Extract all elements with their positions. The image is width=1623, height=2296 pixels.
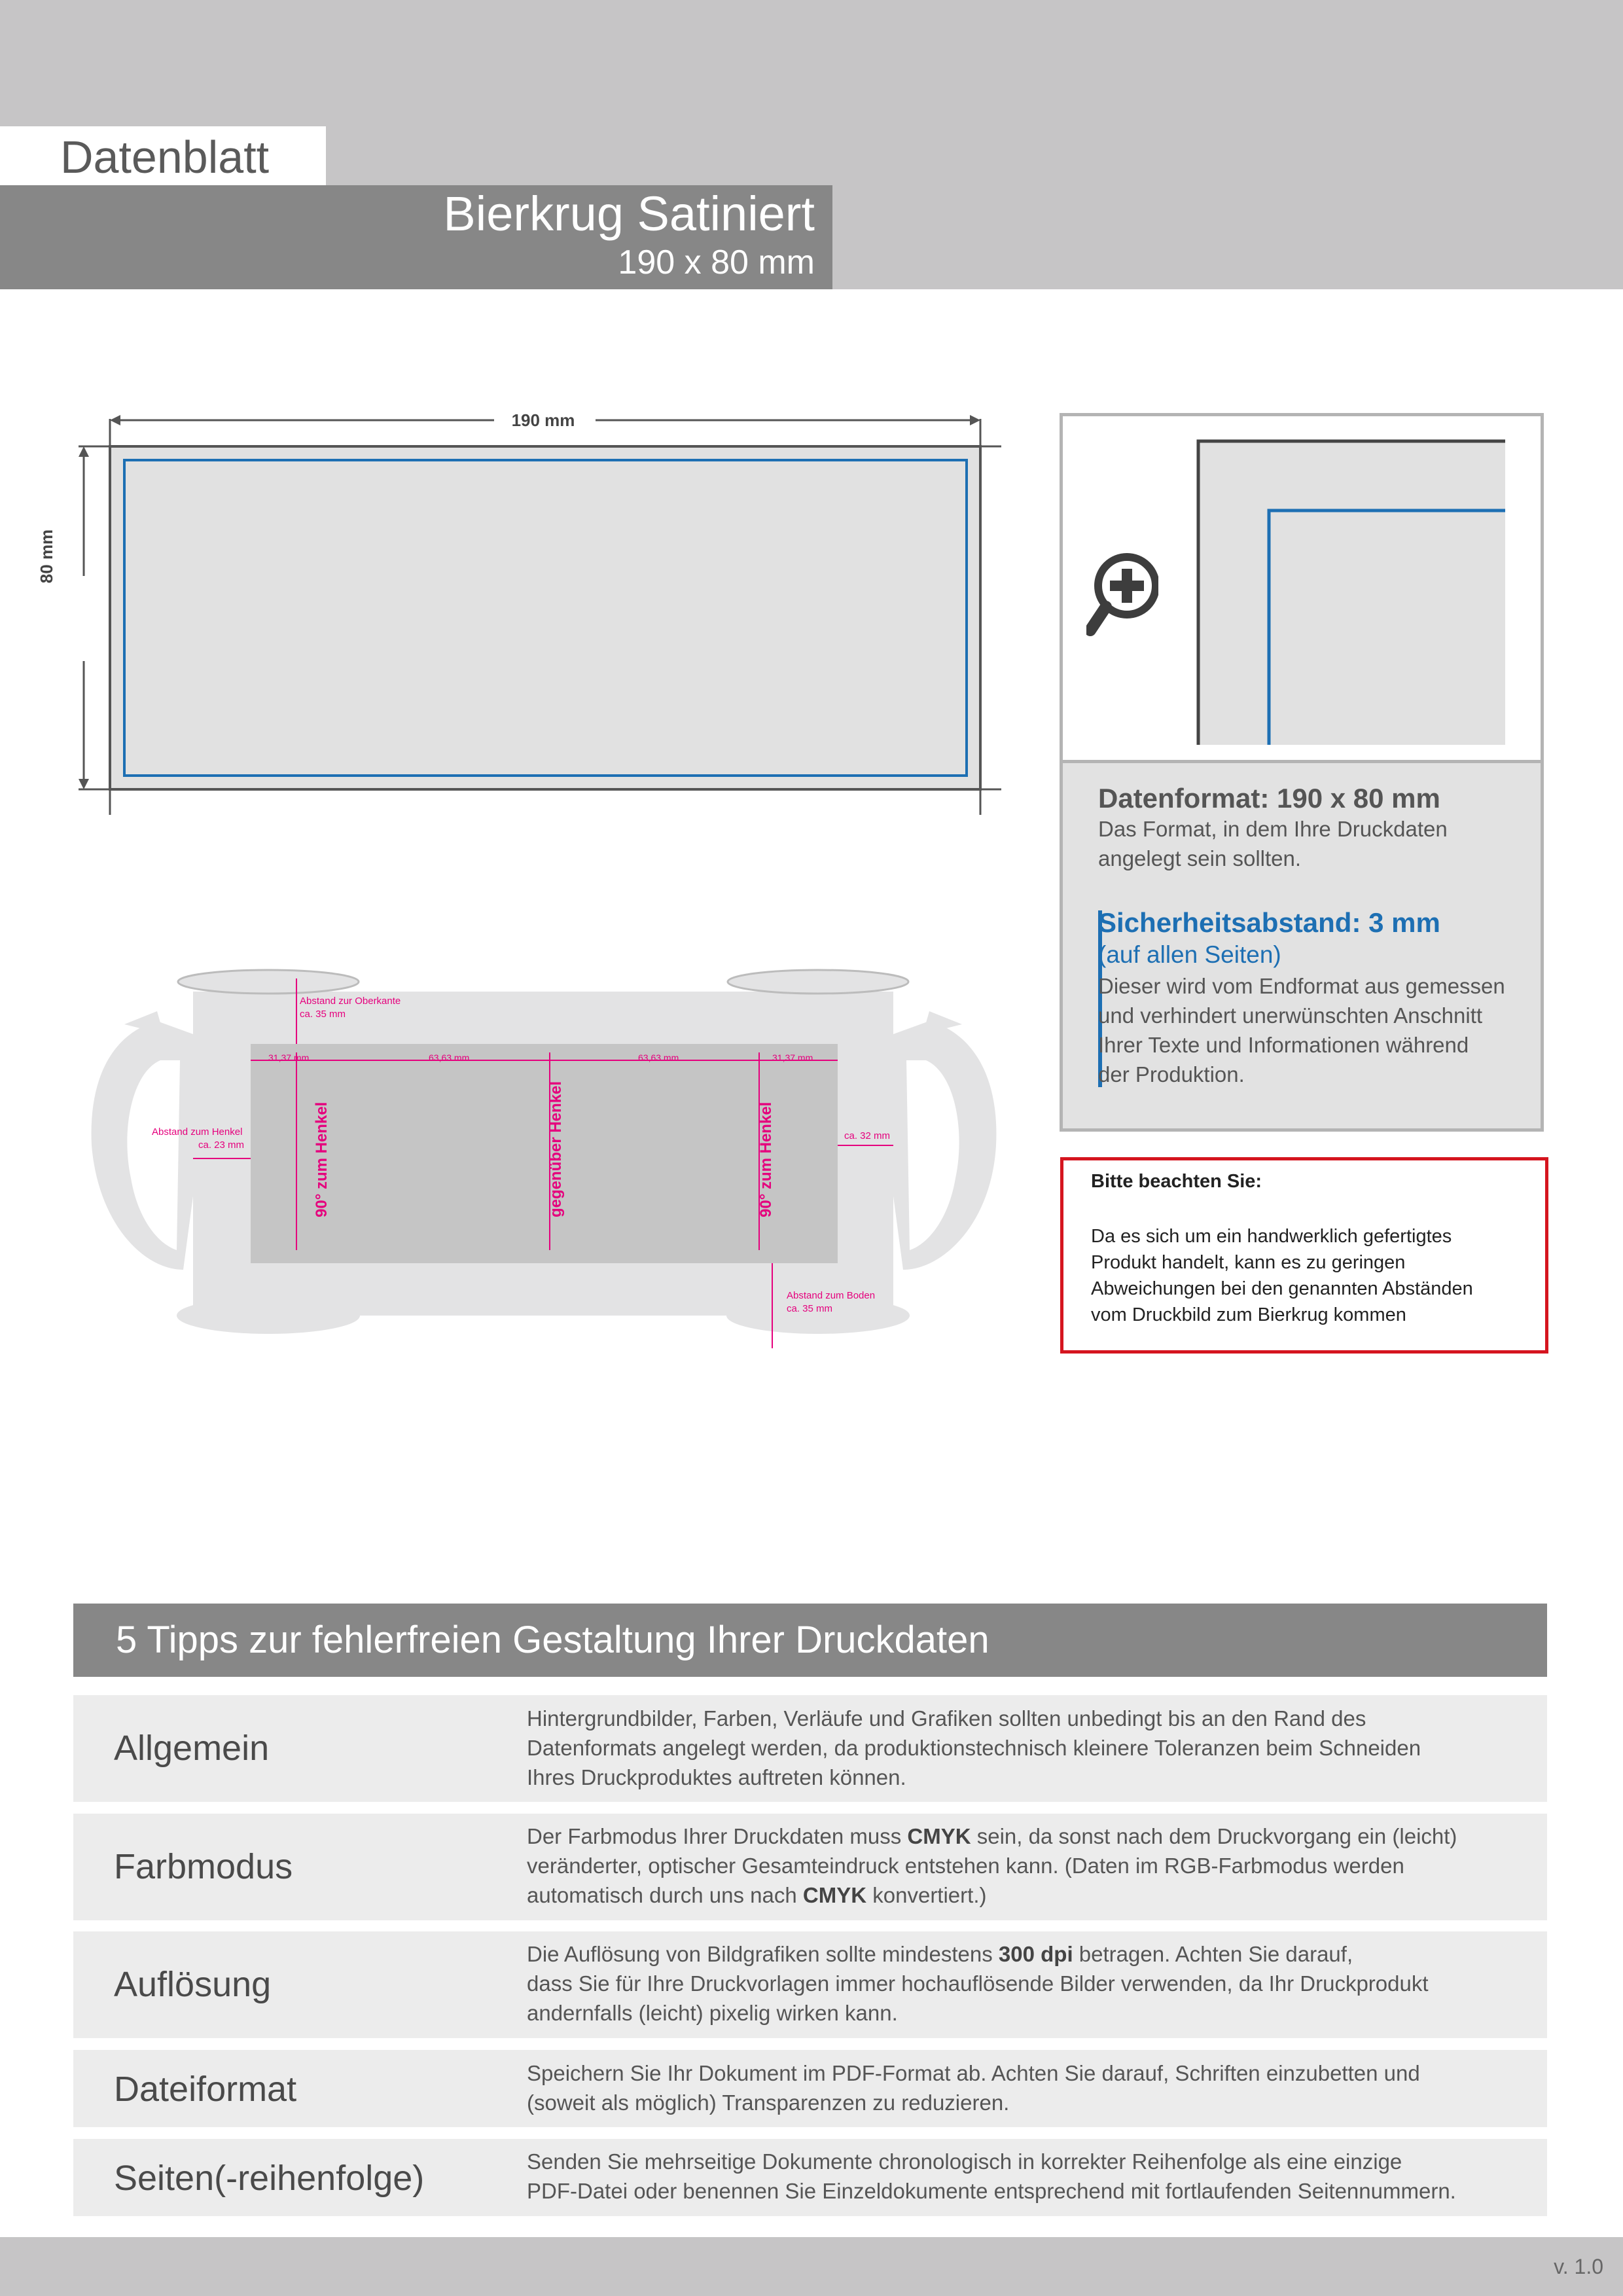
bottom-distance-label-2: ca. 35 mm <box>787 1303 833 1314</box>
tip-text-line: veränderter, optischer Gesamteindruck entstehen kann. (Daten im RGB-Farbmodus werden <box>527 1854 1404 1878</box>
format-diagram <box>65 399 1021 825</box>
right-distance-label: ca. 32 mm <box>844 1130 891 1141</box>
top-distance-label-1: Abstand zur Oberkante <box>300 996 401 1007</box>
tip-text-line: automatisch durch uns nach CMYK konvertiert.) <box>527 1883 987 1907</box>
safety-margin-line-4: der Produktion. <box>1098 1062 1245 1086</box>
tip-label-dateiformat: Dateiformat <box>114 2070 297 2109</box>
tip-text-line: PDF-Datei oder benennen Sie Einzeldokumente entsprechend mit fortlaufenden Seitennummern. <box>527 2179 1456 2203</box>
width-dimension-label: 190 mm <box>511 410 575 430</box>
final-format-rect <box>110 446 980 789</box>
top-distance-label-2: ca. 35 mm <box>300 1009 346 1020</box>
footer-band <box>0 2237 1623 2296</box>
segment-label-2: 63,63 mm <box>429 1052 470 1063</box>
segment-label-4: 31,37 mm <box>772 1052 813 1063</box>
tip-text-line: Senden Sie mehrseitige Dokumente chronologisch in korrekter Reihenfolge als eine einzige <box>527 2149 1402 2174</box>
marker-opposite-handle: gegenüber Henkel <box>547 1081 565 1217</box>
tip-label-aufloesung: Auflösung <box>114 1965 272 2004</box>
product-name: Bierkrug Satiniert <box>443 187 815 241</box>
marker-90-right: 90° zum Henkel <box>757 1102 775 1217</box>
tip-label-seiten: Seiten(-reihenfolge) <box>114 2159 425 2198</box>
tip-label-farbmodus: Farbmodus <box>114 1847 293 1886</box>
safety-margin-subheading: (auf allen Seiten) <box>1098 941 1281 968</box>
mug-print-area <box>251 1044 838 1263</box>
tip-text-line: Hintergrundbilder, Farben, Verläufe und Grafiken sollten unbedingt bis an den Rand des <box>527 1706 1366 1731</box>
product-size: 190 x 80 mm <box>618 243 815 281</box>
tip-text-line: Die Auflösung von Bildgrafiken sollte mindestens 300 dpi betragen. Achten Sie darauf, <box>527 1942 1353 1966</box>
handle-distance-label-2: ca. 23 mm <box>198 1139 245 1151</box>
tip-text-line: dass Sie für Ihre Druckvorlagen immer hochauflösende Bilder verwenden, da Ihr Druckprodukt <box>527 1971 1429 1996</box>
notice-line-4: vom Druckbild zum Bierkrug kommen <box>1091 1304 1406 1325</box>
notice-line-1: Da es sich um ein handwerklich gefertigtes <box>1091 1226 1452 1247</box>
tip-text-line: (soweit als möglich) Transparenzen zu reduzieren. <box>527 2090 1010 2115</box>
tip-label-allgemein: Allgemein <box>114 1729 270 1768</box>
height-dimension-label: 80 mm <box>37 529 56 584</box>
data-format-line-1: Das Format, in dem Ihre Druckdaten <box>1098 817 1448 841</box>
tip-text-line: Datenformats angelegt werden, da produktionstechnisch kleinere Toleranzen beim Schneiden <box>527 1736 1421 1760</box>
safety-margin-heading: Sicherheitsabstand: 3 mm <box>1098 907 1440 938</box>
safety-margin-line-2: und verhindert unerwünschten Anschnitt <box>1098 1003 1483 1028</box>
notice-title: Bitte beachten Sie: <box>1091 1171 1262 1192</box>
marker-90-left: 90° zum Henkel <box>313 1102 330 1217</box>
notice-line-3: Abweichungen bei den genannten Abständen <box>1091 1278 1473 1299</box>
tip-text-line: Speichern Sie Ihr Dokument im PDF-Format ab. Achten Sie darauf, Schriften einzubetten und <box>527 2061 1420 2085</box>
tip-text-line: Ihres Druckproduktes auftreten können. <box>527 1765 906 1789</box>
tips-title: 5 Tipps zur fehlerfreien Gestaltung Ihrer Druckdaten <box>116 1619 990 1661</box>
notice-line-2: Produkt handelt, kann es zu geringen <box>1091 1252 1406 1273</box>
zoom-in-icon <box>1086 553 1158 638</box>
data-format-line-2: angelegt sein sollten. <box>1098 846 1302 870</box>
data-format-heading: Datenformat: 190 x 80 mm <box>1098 783 1440 814</box>
segment-label-3: 63,63 mm <box>638 1052 679 1063</box>
handle-distance-label-1: Abstand zum Henkel <box>152 1126 243 1138</box>
safety-margin-line-3: Ihrer Texte und Informationen während <box>1098 1033 1469 1057</box>
tip-text-line: Der Farbmodus Ihrer Druckdaten muss CMYK sein, da sonst nach dem Druckvorgang ein (leicht) <box>527 1824 1457 1848</box>
tip-text-line: andernfalls (leicht) pixelig wirken kann. <box>527 2001 898 2025</box>
zoom-corner-detail <box>1194 437 1505 745</box>
safety-margin-line-1: Dieser wird vom Endformat aus gemessen <box>1098 974 1505 998</box>
segment-label-1: 31,37 mm <box>268 1052 310 1063</box>
version-label: v. 1.0 <box>1554 2255 1603 2278</box>
bottom-distance-label-1: Abstand zum Boden <box>787 1290 876 1301</box>
doc-type-title: Datenblatt <box>60 132 270 183</box>
